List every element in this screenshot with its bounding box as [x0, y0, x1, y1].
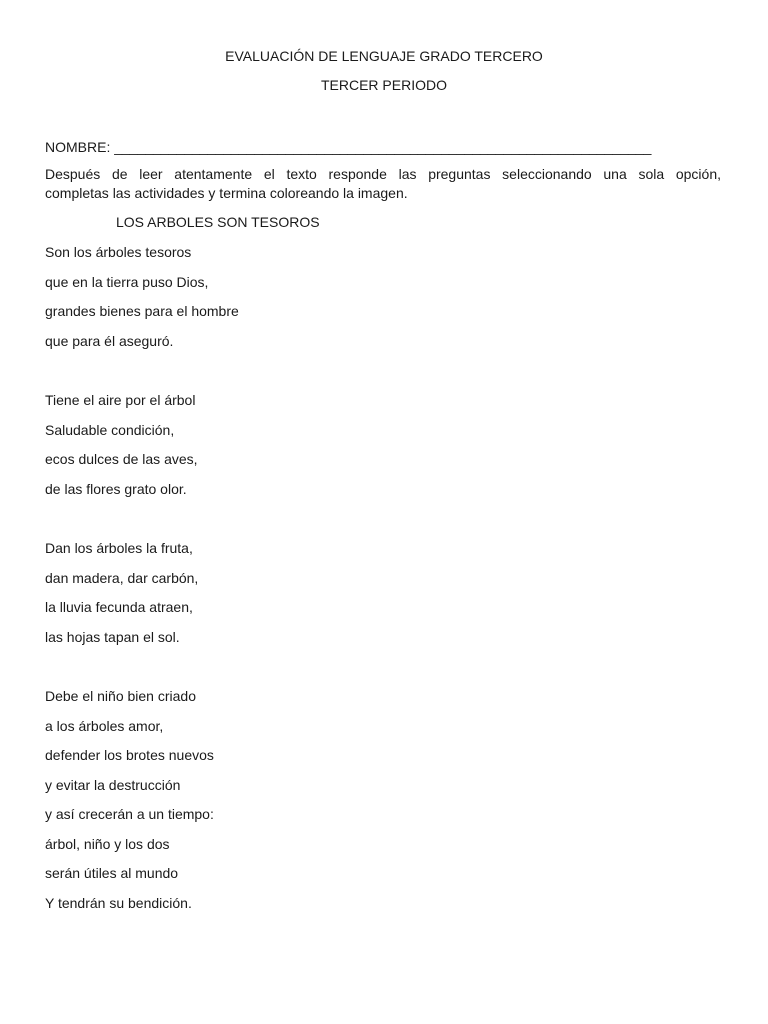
nombre-field: NOMBRE: _____________________________________________________________________	[45, 139, 652, 155]
poem-verse: Dan los árboles la fruta,	[45, 539, 193, 556]
poem-verse: a los árboles amor,	[45, 717, 164, 734]
stanza-gap	[45, 509, 645, 539]
poem-verse: Tiene el aire por el árbol	[45, 391, 196, 408]
poem-verse: Son los árboles tesoros	[45, 244, 192, 260]
poem-verse: de las flores grato olor.	[45, 480, 187, 497]
poem-verse: la lluvia fecunda atraen,	[45, 599, 193, 616]
instructions-line: Después de leer atentamente el texto responde las preguntas seleccionando una sola opción,	[45, 166, 721, 182]
stanza-gap	[45, 361, 645, 391]
poem-verse: y evitar la destrucción	[45, 776, 181, 793]
poem-verse: que para él aseguró.	[45, 332, 174, 349]
poem-verse: Saludable condición,	[45, 421, 175, 438]
poem-verse: las hojas tapan el sol.	[45, 628, 180, 645]
poem-verse: dan madera, dar carbón,	[45, 569, 199, 586]
document-title: EVALUACIÓN DE LENGUAJE GRADO TERCERO	[225, 48, 543, 64]
poem-body	[45, 243, 645, 924]
poem-verse: defender los brotes nuevos	[45, 747, 214, 764]
poem-verse: Debe el niño bien criado	[45, 687, 196, 704]
poem-verse: y así crecerán a un tiempo:	[45, 806, 214, 823]
poem-title: LOS ARBOLES SON TESOROS	[116, 214, 320, 230]
document-subtitle: TERCER PERIODO	[320, 77, 447, 93]
instructions-line: completas las actividades y termina coloreando la imagen.	[45, 185, 408, 201]
poem-verse: grandes bienes para el hombre	[45, 303, 239, 320]
poem-verse: ecos dulces de las aves,	[45, 451, 198, 468]
stanza-gap	[45, 657, 645, 687]
instructions-paragraph	[45, 165, 721, 203]
poem-verse: árbol, niño y los dos	[45, 835, 170, 852]
poem-verse: serán útiles al mundo	[45, 865, 179, 882]
poem-verse: Y tendrán su bendición.	[45, 895, 192, 912]
poem-verse: que en la tierra puso Dios,	[45, 273, 209, 290]
